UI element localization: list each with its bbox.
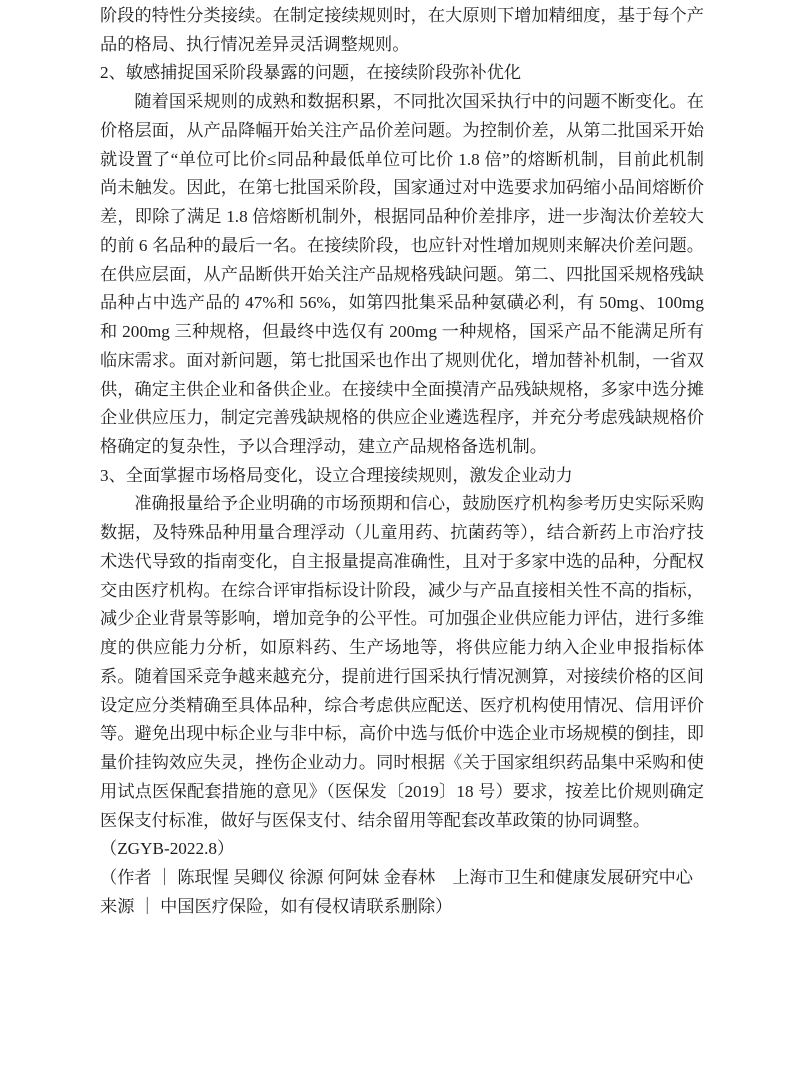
heading-section-2: 2、敏感捕捉国采阶段暴露的问题，在接续阶段弥补优化 [100,63,522,83]
para-source: 来源 ｜ 中国医疗保险，如有侵权请联系删除） [100,896,453,916]
document-body [100,2,704,922]
para-continuation: 阶段的特性分类接续。在制定接续规则时，在大原则下增加精细度，基于每个产品的格局、执行情况差异灵活调整规则。 [100,6,704,54]
para-section-3-body: 准确报量给予企业明确的市场预期和信心，鼓励医疗机构参考历史实际采购数据，及特殊品种用量合理浮动（儿童用药、抗菌药等），结合新药上市治疗技术迭代导致的指南变化，自主报量提高准确性，且对于多家中选的品种，分配权交由医疗机构。在综合评审指标设计阶段，减少与产品直接相关性不高的指标，减少企业背景等影响，增加竞争的公平性。可加强企业供应能力评估，进行多维度的供应能力分析，如原料药、生产场地等，将供应能力纳入企业申报指标体系。随着国采竞争越来越充分，提前进行国采执行情况测算，对接续价格的区间设定应分类精确至具体品种，综合考虑供应配送、医疗机构使用情况、信用评价等。避免出现中标企业与非中标，高价中选与低价中选企业市场规模的倒挂，即量价挂钩效应失灵，挫伤企业动力。同时根据《关于国家组织药品集中采购和使用试点医保配套措施的意见》（医保发〔2019〕18 号）要求，按差比价规则确定医保支付标准，做好与医保支付、结余留用等配套改革政策的协同调整。 [100,494,704,830]
para-authors: （作者 ｜ 陈珉惺 吴卿仪 徐源 何阿妹 金春林 上海市卫生和健康发展研究中心 [100,868,693,888]
para-issue-code: （ZGYB-2022.8） [100,839,235,859]
heading-section-3: 3、全面掌握市场格局变化，设立合理接续规则，激发企业动力 [100,465,573,485]
para-section-2-body: 随着国采规则的成熟和数据积累，不同批次国采执行中的问题不断变化。在价格层面，从产品降幅开始关注产品价差问题。为控制价差，从第二批国采开始就设置了“单位可比价≤同品种最低单位可比价 1.8 倍”的熔断机制，目前此机制尚未触发。因此，在第七批国采阶段，国家通过对中选要求加码缩小品间熔断价差，即除了满足 1.8 倍熔断机制外，根据同品种价差排序，进一步淘汰价差较大的前 6 名品种的最后一名。在接续阶段，也应针对性增加规则来解决价差问题。在供应层面，从产品断供开始关注产品规格残缺问题。第二、四批国采规格残缺品种占中选产品的 47%和 56%，如第四批集采品种氨磺必利，有 50mg、100mg 和 200mg 三种规格，但最终中选仅有 200mg 一种规格，国采产品不能满足所有临床需求。面对新问题，第七批国采也作出了规则优化，增加替补机制，一省双供，确定主供企业和备供企业。在接续中全面摸清产品残缺规格，多家中选分摊企业供应压力，制定完善残缺规格的供应企业遴选程序，并充分考虑残缺规格价格确定的复杂性，予以合理浮动，建立产品规格备选机制。 [100,92,704,457]
